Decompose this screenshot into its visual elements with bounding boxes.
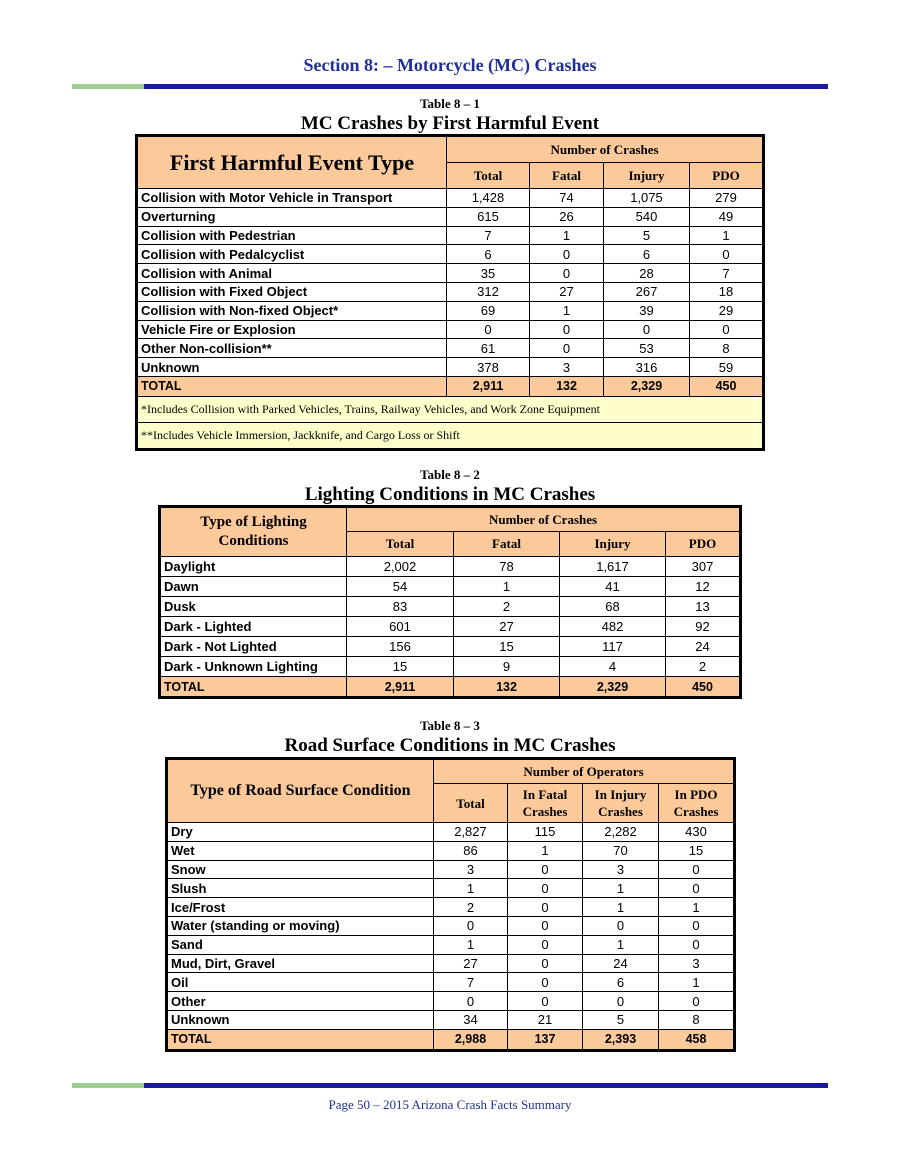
cell: 39 xyxy=(604,301,690,320)
cell: 307 xyxy=(666,557,740,577)
section-title: Section 8: – Motorcycle (MC) Crashes xyxy=(303,55,597,75)
page-footer: Page 50 – 2015 Arizona Crash Facts Summary xyxy=(328,1097,572,1112)
cell: 378 xyxy=(447,358,530,377)
total-cell: 2,329 xyxy=(604,376,690,396)
cell: 0 xyxy=(530,320,604,339)
cell: 430 xyxy=(659,823,734,842)
total-cell: 132 xyxy=(454,677,560,697)
table3-col-fatal-line1: In Fatal xyxy=(522,787,568,802)
table-row xyxy=(161,577,740,597)
table-row xyxy=(138,207,763,226)
cell: 53 xyxy=(604,339,690,358)
table-row xyxy=(138,320,763,339)
cell: 1 xyxy=(583,879,659,898)
table3-number: Table 8 – 3 xyxy=(420,718,480,733)
cell: 0 xyxy=(530,264,604,283)
cell: 0 xyxy=(508,879,583,898)
cell: 4 xyxy=(560,657,666,677)
table2-total-row xyxy=(161,677,740,697)
total-cell: 2,911 xyxy=(347,677,454,697)
table3-col-fatal xyxy=(508,784,583,823)
cell: 5 xyxy=(604,226,690,245)
table-row xyxy=(168,973,734,992)
table1-row-header: First Harmful Event Type xyxy=(138,137,447,189)
cell: 1 xyxy=(583,898,659,917)
cell: 6 xyxy=(604,245,690,264)
row-label: Collision with Pedalcyclist xyxy=(138,245,447,264)
cell: 0 xyxy=(659,935,734,954)
row-label: Slush xyxy=(168,879,434,898)
cell: 8 xyxy=(690,339,763,358)
cell: 0 xyxy=(583,992,659,1011)
table1 xyxy=(137,136,763,449)
row-label: Dawn xyxy=(161,577,347,597)
table-row xyxy=(138,264,763,283)
table-row xyxy=(168,916,734,935)
table-row xyxy=(138,282,763,301)
table1-col-injury: Injury xyxy=(604,163,690,189)
cell: 24 xyxy=(666,637,740,657)
cell: 0 xyxy=(508,916,583,935)
cell: 0 xyxy=(690,320,763,339)
cell: 27 xyxy=(530,282,604,301)
cell: 3 xyxy=(583,860,659,879)
cell: 0 xyxy=(434,916,508,935)
total-label: TOTAL xyxy=(138,376,447,396)
table-row xyxy=(138,301,763,320)
cell: 1 xyxy=(508,841,583,860)
table3-col-pdo-line2: Crashes xyxy=(673,804,719,819)
cell: 27 xyxy=(454,617,560,637)
cell: 0 xyxy=(508,973,583,992)
cell: 115 xyxy=(508,823,583,842)
row-label: Snow xyxy=(168,860,434,879)
table2-col-injury: Injury xyxy=(560,532,666,557)
cell: 8 xyxy=(659,1010,734,1029)
table1-col-pdo: PDO xyxy=(690,163,763,189)
cell: 5 xyxy=(583,1010,659,1029)
cell: 28 xyxy=(604,264,690,283)
table-row xyxy=(168,879,734,898)
table3-col-injury-line1: In Injury xyxy=(594,787,647,802)
row-label: Other Non-collision** xyxy=(138,339,447,358)
cell: 601 xyxy=(347,617,454,637)
row-label: Collision with Animal xyxy=(138,264,447,283)
cell: 12 xyxy=(666,577,740,597)
cell: 2,282 xyxy=(583,823,659,842)
cell: 54 xyxy=(347,577,454,597)
table-row xyxy=(161,657,740,677)
cell: 78 xyxy=(454,557,560,577)
cell: 0 xyxy=(583,916,659,935)
table3 xyxy=(167,759,734,1050)
row-label: Collision with Motor Vehicle in Transport xyxy=(138,189,447,208)
cell: 279 xyxy=(690,189,763,208)
table-row xyxy=(168,841,734,860)
cell: 0 xyxy=(434,992,508,1011)
cell: 482 xyxy=(560,617,666,637)
row-label: Dark - Unknown Lighting xyxy=(161,657,347,677)
table-row xyxy=(138,339,763,358)
row-label: Unknown xyxy=(168,1010,434,1029)
cell: 1 xyxy=(583,935,659,954)
row-label: Dusk xyxy=(161,597,347,617)
table1-footnote-2: **Includes Vehicle Immersion, Jackknife, and Cargo Loss or Shift xyxy=(138,422,763,448)
table3-col-total xyxy=(434,784,508,823)
cell: 1 xyxy=(659,973,734,992)
cell: 1 xyxy=(434,879,508,898)
cell: 1 xyxy=(530,301,604,320)
cell: 0 xyxy=(530,339,604,358)
row-label: Collision with Fixed Object xyxy=(138,282,447,301)
table3-col-total-label: Total xyxy=(456,795,485,811)
cell: 0 xyxy=(508,935,583,954)
cell: 35 xyxy=(447,264,530,283)
table-row xyxy=(138,226,763,245)
cell: 15 xyxy=(454,637,560,657)
cell: 7 xyxy=(434,973,508,992)
cell: 1 xyxy=(454,577,560,597)
cell: 0 xyxy=(659,992,734,1011)
table3-col-pdo-line1: In PDO xyxy=(674,787,718,802)
cell: 2 xyxy=(434,898,508,917)
cell: 0 xyxy=(508,860,583,879)
table1-col-total: Total xyxy=(447,163,530,189)
table1-title: MC Crashes by First Harmful Event xyxy=(300,113,600,134)
cell: 7 xyxy=(447,226,530,245)
cell: 0 xyxy=(659,860,734,879)
cell: 0 xyxy=(508,992,583,1011)
total-cell: 458 xyxy=(659,1029,734,1049)
table2-row-header xyxy=(161,508,347,557)
table-row xyxy=(161,597,740,617)
cell: 83 xyxy=(347,597,454,617)
cell: 21 xyxy=(508,1010,583,1029)
table-row xyxy=(168,954,734,973)
table3-col-pdo xyxy=(659,784,734,823)
row-label: Collision with Non-fixed Object* xyxy=(138,301,447,320)
table-row xyxy=(168,823,734,842)
row-label: Collision with Pedestrian xyxy=(138,226,447,245)
total-cell: 450 xyxy=(666,677,740,697)
table2-col-total: Total xyxy=(347,532,454,557)
row-label: Ice/Frost xyxy=(168,898,434,917)
cell: 7 xyxy=(690,264,763,283)
cell: 26 xyxy=(530,207,604,226)
total-label: TOTAL xyxy=(161,677,347,697)
table1-number: Table 8 – 1 xyxy=(420,96,480,111)
cell: 29 xyxy=(690,301,763,320)
row-label: Oil xyxy=(168,973,434,992)
table-row xyxy=(168,860,734,879)
table-row xyxy=(161,557,740,577)
cell: 0 xyxy=(508,898,583,917)
header-rule xyxy=(72,84,828,89)
cell: 15 xyxy=(347,657,454,677)
cell: 1 xyxy=(659,898,734,917)
table3-col-injury-line2: Crashes xyxy=(598,804,643,819)
table-row xyxy=(138,358,763,377)
cell: 1,428 xyxy=(447,189,530,208)
cell: 0 xyxy=(508,954,583,973)
row-label: Other xyxy=(168,992,434,1011)
table3-group-header: Number of Operators xyxy=(434,760,734,784)
cell: 156 xyxy=(347,637,454,657)
cell: 0 xyxy=(659,916,734,935)
total-cell: 137 xyxy=(508,1029,583,1049)
table2-col-fatal: Fatal xyxy=(454,532,560,557)
cell: 49 xyxy=(690,207,763,226)
cell: 0 xyxy=(690,245,763,264)
table-row xyxy=(138,189,763,208)
cell: 1 xyxy=(690,226,763,245)
cell: 3 xyxy=(434,860,508,879)
cell: 41 xyxy=(560,577,666,597)
total-cell: 2,988 xyxy=(434,1029,508,1049)
total-cell: 2,911 xyxy=(447,376,530,396)
cell: 24 xyxy=(583,954,659,973)
cell: 615 xyxy=(447,207,530,226)
table3-total-row xyxy=(168,1029,734,1049)
total-label: TOTAL xyxy=(168,1029,434,1049)
cell: 6 xyxy=(447,245,530,264)
table2-col-pdo: PDO xyxy=(666,532,740,557)
cell: 267 xyxy=(604,282,690,301)
total-cell: 2,393 xyxy=(583,1029,659,1049)
row-label: Dark - Lighted xyxy=(161,617,347,637)
cell: 2,002 xyxy=(347,557,454,577)
total-cell: 2,329 xyxy=(560,677,666,697)
row-label: Daylight xyxy=(161,557,347,577)
table-row xyxy=(168,935,734,954)
row-label: Water (standing or moving) xyxy=(168,916,434,935)
cell: 1,075 xyxy=(604,189,690,208)
cell: 312 xyxy=(447,282,530,301)
cell: 3 xyxy=(659,954,734,973)
table2-number: Table 8 – 2 xyxy=(420,467,480,482)
table1-group-header: Number of Crashes xyxy=(447,137,763,163)
cell: 316 xyxy=(604,358,690,377)
cell: 74 xyxy=(530,189,604,208)
cell: 6 xyxy=(583,973,659,992)
row-label: Vehicle Fire or Explosion xyxy=(138,320,447,339)
cell: 92 xyxy=(666,617,740,637)
cell: 3 xyxy=(530,358,604,377)
table2-title: Lighting Conditions in MC Crashes xyxy=(304,484,596,505)
cell: 1 xyxy=(434,935,508,954)
cell: 2 xyxy=(454,597,560,617)
cell: 1 xyxy=(530,226,604,245)
cell: 0 xyxy=(659,879,734,898)
cell: 0 xyxy=(530,245,604,264)
cell: 68 xyxy=(560,597,666,617)
row-label: Mud, Dirt, Gravel xyxy=(168,954,434,973)
cell: 2,827 xyxy=(434,823,508,842)
table2-body xyxy=(161,557,740,697)
table1-col-fatal: Fatal xyxy=(530,163,604,189)
cell: 2 xyxy=(666,657,740,677)
cell: 69 xyxy=(447,301,530,320)
cell: 540 xyxy=(604,207,690,226)
cell: 34 xyxy=(434,1010,508,1029)
cell: 59 xyxy=(690,358,763,377)
row-label: Sand xyxy=(168,935,434,954)
cell: 0 xyxy=(604,320,690,339)
table3-row-header: Type of Road Surface Condition xyxy=(168,760,434,823)
table-row xyxy=(161,617,740,637)
cell: 70 xyxy=(583,841,659,860)
table-row xyxy=(168,992,734,1011)
row-label: Overturning xyxy=(138,207,447,226)
row-label: Unknown xyxy=(138,358,447,377)
table1-total-row xyxy=(138,376,763,396)
table3-col-injury xyxy=(583,784,659,823)
table-row xyxy=(168,1010,734,1029)
table-row xyxy=(161,637,740,657)
row-label: Dry xyxy=(168,823,434,842)
row-label: Dark - Not Lighted xyxy=(161,637,347,657)
cell: 117 xyxy=(560,637,666,657)
table3-title: Road Surface Conditions in MC Crashes xyxy=(284,735,616,756)
cell: 27 xyxy=(434,954,508,973)
table1-body xyxy=(138,189,763,449)
table2 xyxy=(160,507,740,697)
cell: 9 xyxy=(454,657,560,677)
row-label: Wet xyxy=(168,841,434,860)
table3-body xyxy=(168,823,734,1050)
table2-row-header-line1: Type of Lighting xyxy=(200,514,307,530)
footer-rule xyxy=(72,1083,828,1088)
table3-col-fatal-line2: Crashes xyxy=(522,804,568,819)
total-cell: 132 xyxy=(530,376,604,396)
cell: 13 xyxy=(666,597,740,617)
cell: 15 xyxy=(659,841,734,860)
cell: 0 xyxy=(447,320,530,339)
cell: 61 xyxy=(447,339,530,358)
table-row xyxy=(138,245,763,264)
cell: 18 xyxy=(690,282,763,301)
table1-footnote-1: *Includes Collision with Parked Vehicles, Trains, Railway Vehicles, and Work Zone Equipment xyxy=(138,396,763,422)
total-cell: 450 xyxy=(690,376,763,396)
table2-row-header-line2: Conditions xyxy=(218,533,289,549)
cell: 86 xyxy=(434,841,508,860)
cell: 1,617 xyxy=(560,557,666,577)
table-row xyxy=(168,898,734,917)
table2-group-header: Number of Crashes xyxy=(347,508,740,532)
